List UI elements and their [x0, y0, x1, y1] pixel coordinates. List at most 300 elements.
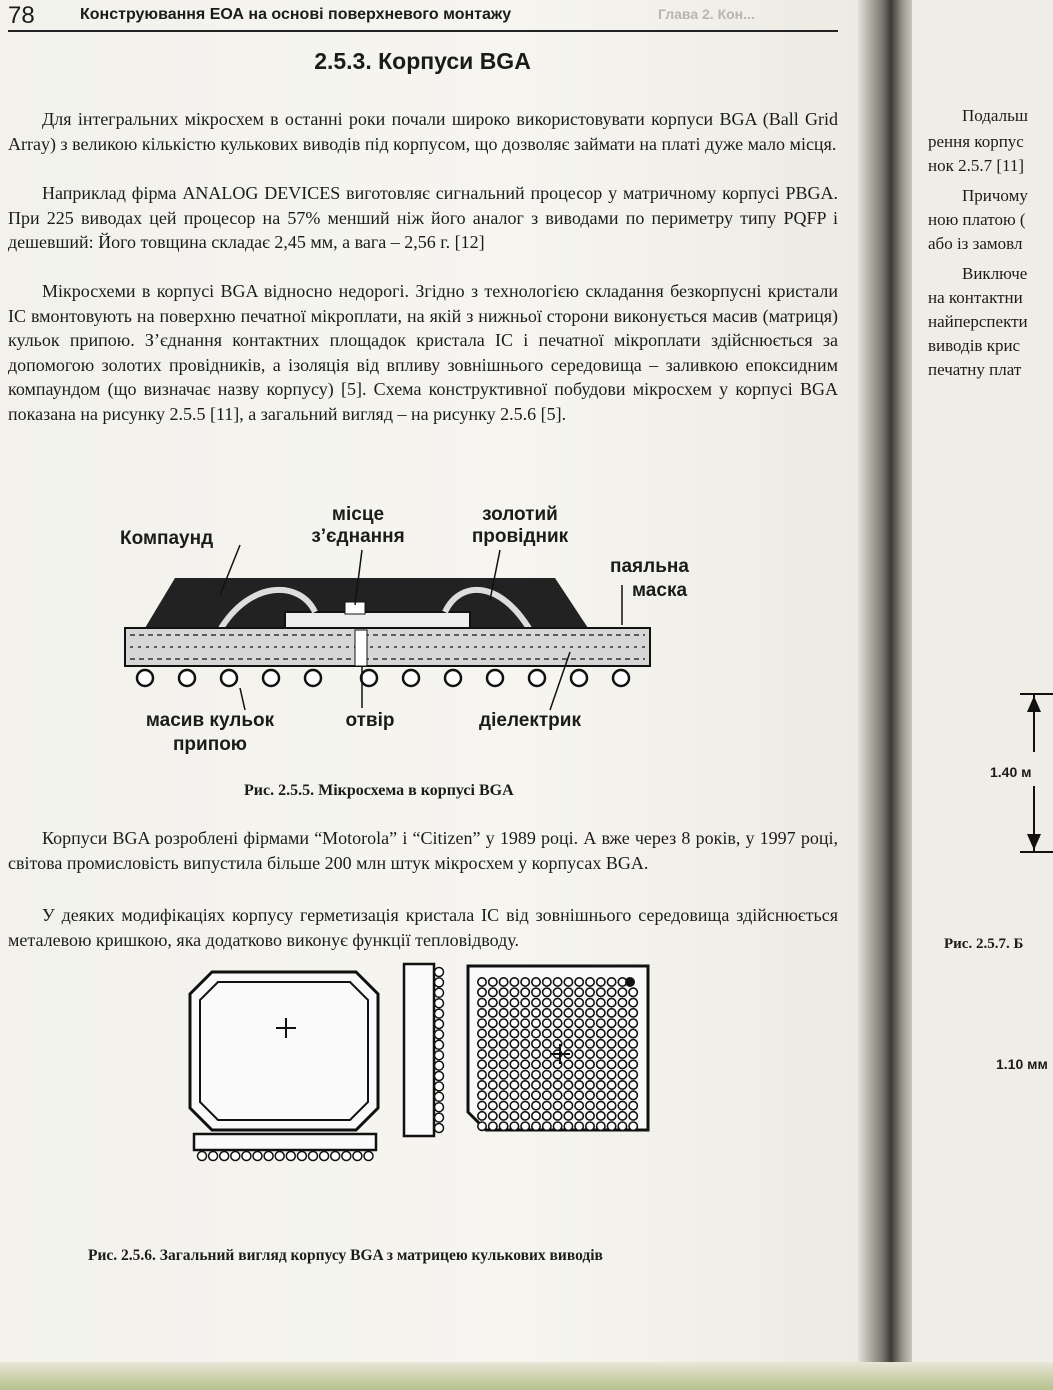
right-line: рення корпус — [928, 132, 1024, 151]
grid-ball — [532, 1009, 540, 1017]
grid-ball — [489, 1009, 497, 1017]
grid-ball — [586, 1060, 594, 1068]
grid-ball — [586, 1029, 594, 1037]
grid-ball — [521, 988, 529, 996]
grid-ball — [618, 1112, 626, 1120]
label-gold-line1: золотий — [482, 504, 558, 525]
front-ball — [198, 1152, 207, 1161]
grid-ball — [575, 1071, 583, 1079]
grid-ball — [543, 1091, 551, 1099]
grid-ball — [543, 978, 551, 986]
label-joint-line2: з’єднання — [311, 526, 405, 547]
front-ball — [286, 1152, 295, 1161]
grid-ball — [553, 1019, 561, 1027]
grid-ball — [543, 1050, 551, 1058]
grid-ball — [489, 1101, 497, 1109]
grid-ball — [521, 1050, 529, 1058]
grid-ball — [564, 1019, 572, 1027]
grid-ball — [629, 1101, 637, 1109]
grid-ball — [629, 1112, 637, 1120]
front-ball — [242, 1152, 251, 1161]
pin1-marker — [625, 977, 635, 987]
grid-ball — [564, 1071, 572, 1079]
grid-ball — [543, 1029, 551, 1037]
front-ball — [220, 1152, 229, 1161]
front-ball — [320, 1152, 329, 1161]
grid-ball — [597, 1050, 605, 1058]
grid-ball — [532, 1071, 540, 1079]
grid-ball — [510, 1101, 518, 1109]
grid-ball — [510, 988, 518, 996]
label-compound: Компаунд — [120, 528, 214, 549]
grid-ball — [575, 1019, 583, 1027]
label-joint-line1: місце — [331, 504, 385, 525]
side-ball — [435, 999, 444, 1008]
grid-ball — [553, 978, 561, 986]
grid-ball — [543, 1112, 551, 1120]
grid-ball — [586, 1122, 594, 1130]
side-ball — [435, 1072, 444, 1081]
side-ball — [435, 1113, 444, 1122]
grid-ball — [586, 1050, 594, 1058]
right-line: на контактни — [928, 288, 1023, 307]
grid-ball — [564, 1081, 572, 1089]
grid-ball — [521, 998, 529, 1006]
grid-ball — [543, 1019, 551, 1027]
grid-ball — [553, 1029, 561, 1037]
grid-ball — [521, 1112, 529, 1120]
grid-ball — [478, 1019, 486, 1027]
grid-ball — [618, 1081, 626, 1089]
label-gold-line2: провідник — [471, 526, 569, 547]
grid-ball — [618, 988, 626, 996]
grid-ball — [489, 1040, 497, 1048]
grid-ball — [564, 1112, 572, 1120]
grid-ball — [543, 1071, 551, 1079]
side-ball — [435, 1082, 444, 1091]
solder-ball — [571, 670, 587, 686]
grid-ball — [629, 1122, 637, 1130]
grid-ball — [597, 988, 605, 996]
grid-ball — [510, 1060, 518, 1068]
grid-ball — [618, 1091, 626, 1099]
grid-ball — [532, 1091, 540, 1099]
grid-ball — [489, 978, 497, 986]
grid-ball — [575, 978, 583, 986]
grid-ball — [597, 1091, 605, 1099]
grid-ball — [510, 1019, 518, 1027]
grid-ball — [629, 1071, 637, 1079]
grid-ball — [543, 1081, 551, 1089]
grid-ball — [510, 1050, 518, 1058]
right-line: Причому — [962, 186, 1028, 205]
grid-ball — [586, 1040, 594, 1048]
grid-ball — [499, 1060, 507, 1068]
grid-ball — [564, 1040, 572, 1048]
grid-ball — [597, 1040, 605, 1048]
bga-package-front-view — [190, 1132, 380, 1174]
page-number: 78 — [8, 2, 35, 29]
grid-ball — [489, 1071, 497, 1079]
grid-ball — [489, 1081, 497, 1089]
grid-ball — [586, 988, 594, 996]
grid-ball — [607, 1019, 615, 1027]
grid-ball — [543, 1060, 551, 1068]
right-line: ною платою ( — [928, 210, 1026, 229]
grid-ball — [543, 1122, 551, 1130]
paragraph-1: Для інтегральних мікросхем в останні роки почали широко використовувати корпуси BGA (Ball Grid Array) з великою кількістю кулькових виводів під корпусом, що дозволяє займати на платі дуже мало місця. — [8, 109, 838, 154]
grid-ball — [618, 1029, 626, 1037]
grid-ball — [478, 1101, 486, 1109]
grid-ball — [521, 1101, 529, 1109]
grid-ball — [499, 988, 507, 996]
grid-ball — [478, 1122, 486, 1130]
grid-ball — [629, 1009, 637, 1017]
grid-ball — [510, 1040, 518, 1048]
grid-ball — [607, 978, 615, 986]
grid-ball — [521, 1081, 529, 1089]
grid-ball — [586, 1009, 594, 1017]
grid-ball — [478, 1050, 486, 1058]
side-ball — [435, 1103, 444, 1112]
grid-ball — [489, 1019, 497, 1027]
grid-ball — [499, 1040, 507, 1048]
ghost-header: Глава 2. Кон... — [658, 6, 755, 22]
grid-ball — [564, 1122, 572, 1130]
grid-ball — [564, 998, 572, 1006]
grid-ball — [575, 1060, 583, 1068]
grid-ball — [532, 1019, 540, 1027]
grid-ball — [510, 978, 518, 986]
right-line: найперспекти — [928, 312, 1028, 331]
grid-ball — [510, 998, 518, 1006]
grid-ball — [618, 1071, 626, 1079]
grid-ball — [618, 1040, 626, 1048]
grid-ball — [618, 1019, 626, 1027]
grid-ball — [575, 1040, 583, 1048]
side-ball — [435, 1092, 444, 1101]
grid-ball — [532, 1122, 540, 1130]
grid-ball — [629, 998, 637, 1006]
grid-ball — [607, 1060, 615, 1068]
grid-ball — [510, 1029, 518, 1037]
section-title: 2.5.3. Корпуси BGA — [314, 48, 531, 74]
grid-ball — [597, 1060, 605, 1068]
solder-ball — [305, 670, 321, 686]
grid-ball — [597, 1081, 605, 1089]
grid-ball — [499, 1091, 507, 1099]
running-title: Конструювання ЕОА на основі поверхневого монтажу — [80, 6, 512, 23]
grid-ball — [564, 978, 572, 986]
grid-ball — [564, 1101, 572, 1109]
solder-ball — [445, 670, 461, 686]
label-mask-line2: маска — [632, 580, 688, 601]
solder-ball — [221, 670, 237, 686]
grid-ball — [478, 1040, 486, 1048]
grid-ball — [553, 1071, 561, 1079]
grid-ball — [532, 998, 540, 1006]
side-ball — [435, 988, 444, 997]
grid-ball — [586, 1091, 594, 1099]
solder-ball — [613, 670, 629, 686]
grid-ball — [564, 1029, 572, 1037]
grid-ball — [618, 1050, 626, 1058]
grid-ball — [597, 1112, 605, 1120]
label-mask-line1: паяльна — [610, 556, 689, 577]
grid-ball — [499, 978, 507, 986]
grid-ball — [586, 1112, 594, 1120]
label-balls-line2: припою — [172, 734, 248, 755]
grid-ball — [510, 1091, 518, 1099]
grid-ball — [618, 1060, 626, 1068]
grid-ball — [607, 1071, 615, 1079]
grid-ball — [629, 1081, 637, 1089]
grid-ball — [597, 1122, 605, 1130]
grid-ball — [521, 1122, 529, 1130]
front-ball — [209, 1152, 218, 1161]
grid-ball — [607, 1101, 615, 1109]
grid-ball — [629, 1060, 637, 1068]
grid-ball — [586, 998, 594, 1006]
grid-ball — [553, 988, 561, 996]
grid-ball — [564, 1060, 572, 1068]
solder-ball — [529, 670, 545, 686]
running-header — [8, 0, 838, 32]
die — [285, 612, 470, 628]
grid-ball — [575, 988, 583, 996]
label-dielectric: діелектрик — [479, 710, 581, 731]
paragraph-4: Корпуси BGA розроблені фірмами “Motorola” і “Citizen” у 1989 році. А вже через 8 років, у 1997 році, світова промисловість випустила більше 200 млн штук мікросхем у корпусах BGA. — [8, 828, 838, 873]
grid-ball — [543, 1040, 551, 1048]
front-ball — [297, 1152, 306, 1161]
grid-ball — [478, 978, 486, 986]
scan-bottom-edge — [0, 1362, 1053, 1390]
grid-ball — [575, 998, 583, 1006]
grid-ball — [575, 1029, 583, 1037]
paragraph-5: У деяких модифікаціях корпусу герметизація кристала IC від зовнішнього середовища здійснюється металевою кришкою, яка додатково виконує функції тепловідводу. — [8, 905, 838, 950]
right-dim-1: 1.40 м — [990, 764, 1032, 780]
grid-ball — [607, 998, 615, 1006]
paragraph-2: Наприклад фірма ANALOG DEVICES виготовляє сигнальний процесор у матричному корпусі PBGA. При 225 виводах цей процесор на 57% менший ніж його аналог з виводами по периметру типу PQFP і дешевший: Його товщина складає 2,45 мм, а вага – 2,56 г. [12] — [8, 183, 838, 252]
grid-ball — [532, 1029, 540, 1037]
grid-ball — [499, 1019, 507, 1027]
grid-ball — [499, 998, 507, 1006]
grid-ball — [553, 1091, 561, 1099]
grid-ball — [489, 1112, 497, 1120]
grid-ball — [532, 1081, 540, 1089]
grid-ball — [478, 1029, 486, 1037]
solder-balls — [137, 670, 629, 686]
grid-ball — [489, 1050, 497, 1058]
grid-ball — [553, 998, 561, 1006]
grid-ball — [597, 1101, 605, 1109]
grid-ball — [586, 1019, 594, 1027]
grid-ball — [607, 1091, 615, 1099]
grid-ball — [607, 1029, 615, 1037]
solder-ball — [263, 670, 279, 686]
grid-ball — [564, 1009, 572, 1017]
grid-ball — [586, 1071, 594, 1079]
front-ball — [342, 1152, 351, 1161]
grid-ball — [607, 988, 615, 996]
grid-ball — [532, 1112, 540, 1120]
grid-ball — [607, 1122, 615, 1130]
solder-ball — [403, 670, 419, 686]
grid-ball — [532, 1040, 540, 1048]
solder-ball — [137, 670, 153, 686]
grid-ball — [564, 988, 572, 996]
grid-ball — [478, 1112, 486, 1120]
grid-ball — [586, 1101, 594, 1109]
bga-package-side-view — [390, 962, 452, 1138]
grid-ball — [532, 1050, 540, 1058]
grid-ball — [478, 1081, 486, 1089]
grid-ball — [521, 1060, 529, 1068]
grid-ball — [618, 998, 626, 1006]
side-ball — [435, 1009, 444, 1018]
grid-ball — [510, 1112, 518, 1120]
right-line: виводів крис — [928, 336, 1021, 355]
grid-ball — [629, 988, 637, 996]
grid-ball — [553, 1101, 561, 1109]
grid-ball — [629, 1040, 637, 1048]
grid-ball — [489, 1122, 497, 1130]
grid-ball — [499, 1071, 507, 1079]
grid-ball — [597, 998, 605, 1006]
right-line: або із замовл — [928, 234, 1023, 253]
grid-ball — [564, 1091, 572, 1099]
grid-ball — [489, 998, 497, 1006]
grid-ball — [521, 1019, 529, 1027]
grid-ball — [553, 1112, 561, 1120]
front-ball — [253, 1152, 262, 1161]
front-ball — [353, 1152, 362, 1161]
grid-ball — [499, 1050, 507, 1058]
grid-ball — [607, 1112, 615, 1120]
right-caption: Рис. 2.5.7. Б — [944, 936, 1024, 952]
grid-ball — [575, 1009, 583, 1017]
grid-ball — [543, 998, 551, 1006]
side-ball — [435, 1124, 444, 1133]
grid-ball — [553, 1009, 561, 1017]
bga-package-top-view — [186, 968, 382, 1134]
grid-ball — [543, 988, 551, 996]
solder-ball — [179, 670, 195, 686]
grid-ball — [618, 1122, 626, 1130]
grid-ball — [532, 1060, 540, 1068]
grid-ball — [521, 1040, 529, 1048]
front-ball — [364, 1152, 373, 1161]
caption-2-5-6: Рис. 2.5.6. Загальний вигляд корпусу BGA з матрицею кулькових виводів — [88, 1247, 603, 1264]
grid-ball — [532, 978, 540, 986]
grid-ball — [499, 1112, 507, 1120]
grid-ball — [521, 1091, 529, 1099]
grid-ball — [510, 1081, 518, 1089]
grid-ball — [618, 1009, 626, 1017]
grid-ball — [629, 1019, 637, 1027]
grid-ball — [543, 1101, 551, 1109]
grid-ball — [607, 1009, 615, 1017]
front-ball — [275, 1152, 284, 1161]
grid-ball — [489, 1060, 497, 1068]
grid-ball — [499, 1081, 507, 1089]
grid-ball — [586, 1081, 594, 1089]
grid-ball — [586, 978, 594, 986]
grid-ball — [629, 1050, 637, 1058]
right-dim-2: 1.10 мм — [996, 1056, 1048, 1072]
right-line: нок 2.5.7 [11] — [928, 156, 1025, 175]
solder-ball — [361, 670, 377, 686]
grid-ball — [510, 1122, 518, 1130]
right-line: печатну плат — [928, 360, 1022, 379]
front-ball — [331, 1152, 340, 1161]
right-line: Виключе — [962, 264, 1028, 283]
front-ball — [264, 1152, 273, 1161]
bga-ball-grid-bottom-view — [464, 962, 652, 1134]
grid-ball — [607, 1081, 615, 1089]
grid-ball — [521, 1029, 529, 1037]
grid-ball — [575, 1081, 583, 1089]
grid-ball — [489, 1029, 497, 1037]
label-balls-line1: масив кульок — [145, 710, 275, 731]
grid-ball — [478, 1071, 486, 1079]
grid-ball — [489, 1091, 497, 1099]
label-hole: отвір — [345, 710, 395, 731]
grid-ball — [521, 1009, 529, 1017]
grid-ball — [575, 1122, 583, 1130]
grid-ball — [575, 1091, 583, 1099]
grid-ball — [478, 998, 486, 1006]
grid-ball — [553, 1122, 561, 1130]
side-ball — [435, 968, 444, 977]
grid-ball — [629, 1029, 637, 1037]
paragraph-3: Мікросхеми в корпусі BGA відносно недорогі. Згідно з технологією складання безкорпусні кристали IC вмонтовують на поверхню печатної мікроплати, на якій з нижньої сторони виконується масив (матриця) кульок припою. З’єднання контактних площадок кристала IC і печатної мікроплати здійснюється за допомогою золотих провідників, а ізоляція від впливу зовнішнього середовища – заливкою епоксидним компаундом (що визначає назву корпусу) [5]. Схема конструктивної побудови мікросхем у корпусі BGA показана на рисунку 2.5.5 [11], а загальний вигляд – на рисунку 2.5.6 [5]. — [8, 281, 838, 424]
side-ball — [435, 978, 444, 987]
grid-ball — [543, 1009, 551, 1017]
right-line: Подальш — [962, 106, 1028, 125]
grid-ball — [597, 1019, 605, 1027]
grid-ball — [521, 1071, 529, 1079]
solder-ball — [487, 670, 503, 686]
grid-ball — [499, 1122, 507, 1130]
side-ball — [435, 1061, 444, 1070]
grid-ball — [618, 1101, 626, 1109]
grid-ball — [607, 1040, 615, 1048]
grid-ball — [499, 1101, 507, 1109]
grid-ball — [575, 1050, 583, 1058]
grid-ball — [575, 1112, 583, 1120]
book-gutter — [858, 0, 918, 1390]
front-ball — [309, 1152, 318, 1161]
front-ball — [231, 1152, 240, 1161]
grid-ball — [607, 1050, 615, 1058]
caption-2-5-5: Рис. 2.5.5. Мікросхема в корпусі BGA — [244, 782, 514, 799]
grid-ball — [478, 1009, 486, 1017]
grid-ball — [597, 978, 605, 986]
grid-ball — [575, 1101, 583, 1109]
grid-ball — [553, 1081, 561, 1089]
grid-ball — [478, 1091, 486, 1099]
grid-ball — [478, 988, 486, 996]
grid-ball — [597, 1009, 605, 1017]
grid-ball — [510, 1071, 518, 1079]
grid-ball — [499, 1009, 507, 1017]
grid-ball — [499, 1029, 507, 1037]
side-ball — [435, 1040, 444, 1049]
grid-ball — [489, 988, 497, 996]
grid-ball — [532, 1101, 540, 1109]
side-ball — [435, 1030, 444, 1039]
